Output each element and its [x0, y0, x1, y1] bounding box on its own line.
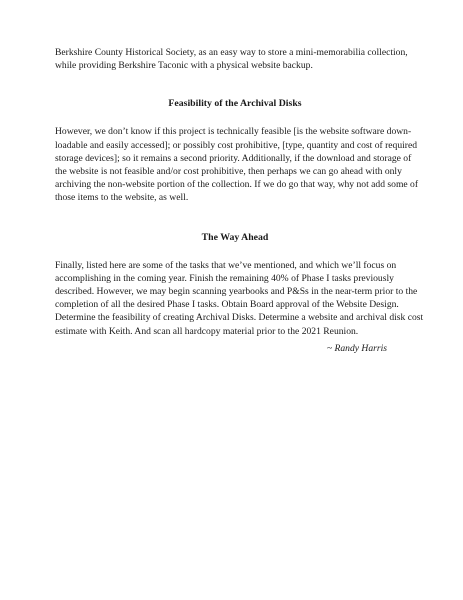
- document-page: [55, 46, 424, 355]
- section-heading-way-ahead: The Way Ahead: [201, 231, 269, 243]
- text-line: the website is not feasible and/or cost prohibitive, then perhaps we can go ahead with only: [55, 166, 402, 178]
- intro-paragraph: [55, 46, 415, 72]
- text-line: However, we don’t know if this project is technically feasible [is the website software down-: [55, 126, 412, 138]
- text-line: while providing Berkshire Taconic with a physical website backup.: [55, 60, 313, 72]
- text-line: Finally, listed here are some of the tasks that we’ve mentioned, and which we’ll focus on: [55, 259, 397, 271]
- text-line: Determine the feasibility of creating Archival Disks. Determine a website and archival disk cost: [55, 312, 424, 324]
- feasibility-paragraph: [55, 125, 419, 204]
- text-line: completion of all the desired Phase I tasks. Obtain Board approval of the Website Design.: [55, 299, 399, 311]
- text-line: loadable and easily accessed]; or possibly cost prohibitive, [type, quantity and cost of required: [55, 139, 418, 151]
- author-signature: ~ Randy Harris: [326, 342, 387, 354]
- way-ahead-paragraph: [55, 259, 424, 338]
- text-line: those items to the website, as well.: [55, 192, 189, 204]
- text-line: storage devices]; so it remains a second priority. Additionally, if the download and storage of: [55, 152, 412, 164]
- text-line: accomplishing in the coming year. Finish the remaining 40% of Phase I tasks previously: [55, 272, 394, 284]
- text-line: estimate with Keith. And scan all hardcopy material prior to the 2021 Reunion.: [55, 325, 359, 337]
- text-line: archiving the non-website portion of the collection. If we do go that way, why not add some of: [55, 179, 419, 191]
- text-line: described. However, we may begin scanning yearbooks and P&Ss in the near-term prior to the: [55, 286, 418, 298]
- text-line: Berkshire County Historical Society, as an easy way to store a mini-memorabilia collection,: [55, 47, 408, 58]
- section-heading-feasibility: Feasibility of the Archival Disks: [168, 98, 302, 110]
